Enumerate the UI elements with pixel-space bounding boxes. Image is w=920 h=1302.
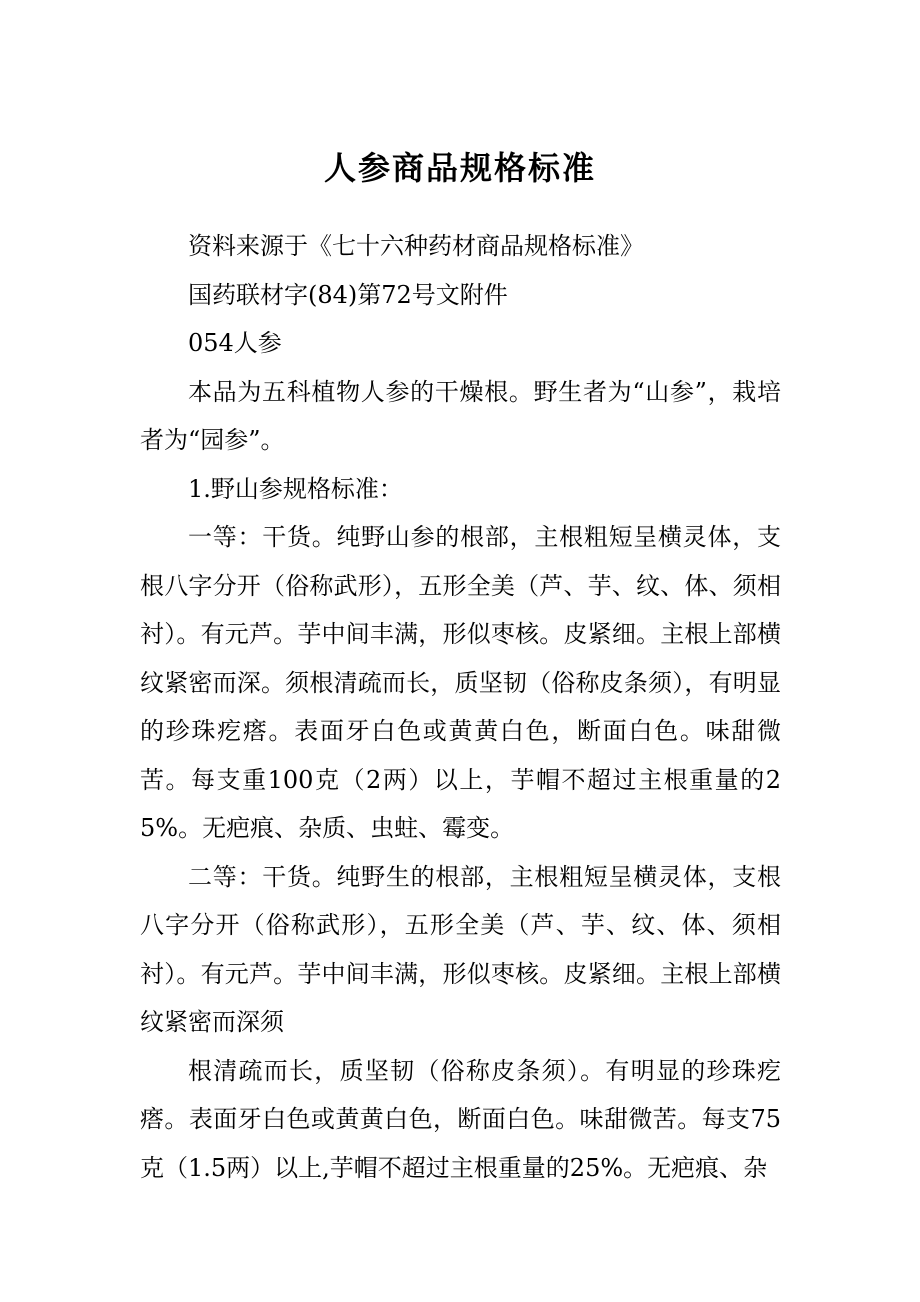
grade-two-paragraph: 二等：干货。纯野生的根部，主根粗短呈横灵体，支根八字分开（俗称武形），五形全美（芦、芋、纹、体、须相衬）。有元芦。芋中间丰满，形似枣核。皮紧细。主根上部横纹紧密而深须 <box>140 862 781 1036</box>
document-title: 人参商品规格标准 <box>323 149 596 187</box>
section-heading: 1.野山参规格标准： <box>188 474 403 503</box>
source-line: 资料来源于《七十六种药材商品规格标准》 <box>188 232 644 260</box>
description-paragraph: 本品为五科植物人参的干燥根。野生者为“山参”，栽培者为“园参”。 <box>140 377 781 454</box>
continuation-paragraph: 根清疏而长，质坚韧（俗称皮条须）。有明显的珍珠疙瘩。表面牙白色或黄黄白色，断面白色。味甜微苦。每支75克（1.5两）以上,芋帽不超过主根重量的25%。无疤痕、杂 <box>140 1056 781 1182</box>
reference-line: 国药联材字(84)第72号文附件 <box>188 280 508 309</box>
grade-one-paragraph: 一等：干货。纯野山参的根部，主根粗短呈横灵体，支根八字分开（俗称武形），五形全美（芦、芋、纹、体、须相衬）。有元芦。芋中间丰满，形似枣核。皮紧细。主根上部横纹紧密而深。须根清疏而长，质坚韧（俗称皮条须），有明显的珍珠疙瘩。表面牙白色或黄黄白色，断面白色。味甜微苦。每支重100克（2两）以上，芋帽不超过主根重量的25%。无疤痕、杂质、虫蛀、霉变。 <box>140 523 781 842</box>
document-body <box>140 222 781 1192</box>
item-code-line: 054人参 <box>188 329 282 357</box>
